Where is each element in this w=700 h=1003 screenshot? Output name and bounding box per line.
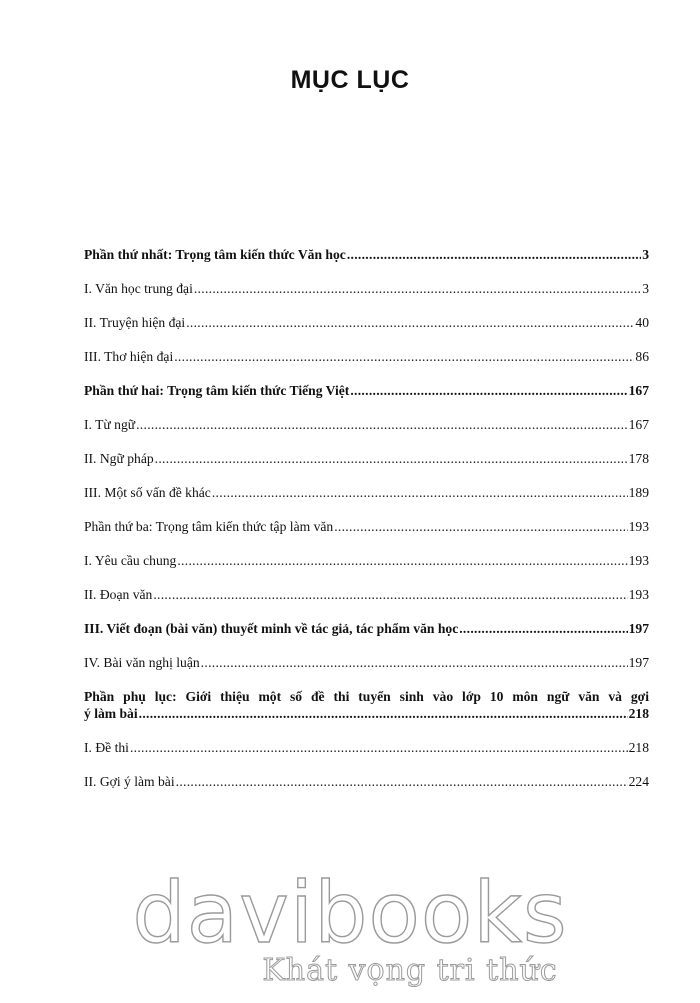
toc-page-number: 193 [628,587,649,602]
toc-entry-appendix[interactable] [84,688,649,722]
toc-entry[interactable] [84,314,649,331]
toc-entry[interactable] [84,280,649,297]
dot-leader [212,484,628,501]
dot-leader [194,280,641,297]
dot-leader [176,773,628,790]
toc-entry[interactable] [84,382,649,399]
dot-leader [350,382,627,399]
dot-leader [139,705,628,722]
toc-entry-text: II. Đoạn văn [84,587,153,602]
publisher-watermark [0,864,700,988]
toc-page-number: 3 [642,281,649,296]
toc-entry[interactable] [84,518,649,535]
toc-page-number: 178 [628,451,649,466]
toc-page-number: 193 [628,553,649,568]
toc-page-number: 167 [628,417,649,432]
toc-page-number: 3 [642,247,649,262]
toc-entry[interactable] [84,416,649,433]
toc-entry[interactable] [84,552,649,569]
toc-entry-text: II. Gợi ý làm bài [84,774,175,789]
toc-page-number: 197 [628,655,649,670]
page-title: MỤC LỤC [290,66,410,94]
toc-entry[interactable] [84,348,649,365]
dot-leader [174,348,634,365]
toc-entry-text: Phần phụ lục: Giới thiệu một số đề thi tuyển sinh vào lớp 10 môn ngữ văn và gợi [84,689,649,704]
toc-entry[interactable] [84,484,649,501]
watermark-brand: davibooks [132,864,568,962]
toc-page-number: 86 [635,349,649,364]
dot-leader [347,246,641,263]
toc-page-number: 189 [628,485,649,500]
toc-page-number: 167 [628,383,649,398]
toc-entry-text: I. Từ ngữ [84,417,136,432]
toc-entry[interactable] [84,620,649,637]
dot-leader [334,518,627,535]
toc-page-number: 218 [628,706,649,721]
dot-leader [153,586,627,603]
dot-leader [201,654,628,671]
toc-entry-text: II. Ngữ pháp [84,451,154,466]
toc-entry-text: III. Một số vấn đề khác [84,485,211,500]
toc-entry-text: Phần thứ hai: Trọng tâm kiến thức Tiếng Việt [84,383,350,398]
toc-entry-text: I. Đề thi [84,740,129,755]
toc-entry-text: Phần thứ ba: Trọng tâm kiến thức tập làm văn [84,519,334,534]
toc-page-number: 40 [635,315,649,330]
watermark-slogan: Khát vọng tri thức [262,953,558,988]
toc-entry-text: III. Thơ hiện đại [84,349,174,364]
dot-leader [136,416,628,433]
toc-entry-text: I. Văn học trung đại [84,281,193,296]
toc-page-number: 193 [628,519,649,534]
dot-leader [177,552,627,569]
toc-entry-text: Phần thứ nhất: Trọng tâm kiến thức Văn học [84,247,346,262]
dot-leader [186,314,634,331]
dot-leader [155,450,628,467]
toc-entry-text: III. Viết đoạn (bài văn) thuyết minh về tác giả, tác phẩm văn học [84,621,459,636]
toc-entry[interactable] [84,246,649,263]
dot-leader [130,739,628,756]
toc-entry-text: I. Yêu cầu chung [84,553,177,568]
toc-entry-text: II. Truyện hiện đại [84,315,186,330]
toc-page-number: 224 [628,774,649,789]
toc-entry[interactable] [84,654,649,671]
dot-leader [459,620,627,637]
toc-entry[interactable] [84,739,649,756]
toc-entry[interactable] [84,450,649,467]
toc-page-number: 197 [628,621,649,636]
table-of-contents [84,246,649,807]
toc-page-number: 218 [628,740,649,755]
toc-entry[interactable] [84,586,649,603]
toc-entry-text: ý làm bài [84,706,138,721]
toc-entry[interactable] [84,773,649,790]
toc-entry-text: IV. Bài văn nghị luận [84,655,200,670]
